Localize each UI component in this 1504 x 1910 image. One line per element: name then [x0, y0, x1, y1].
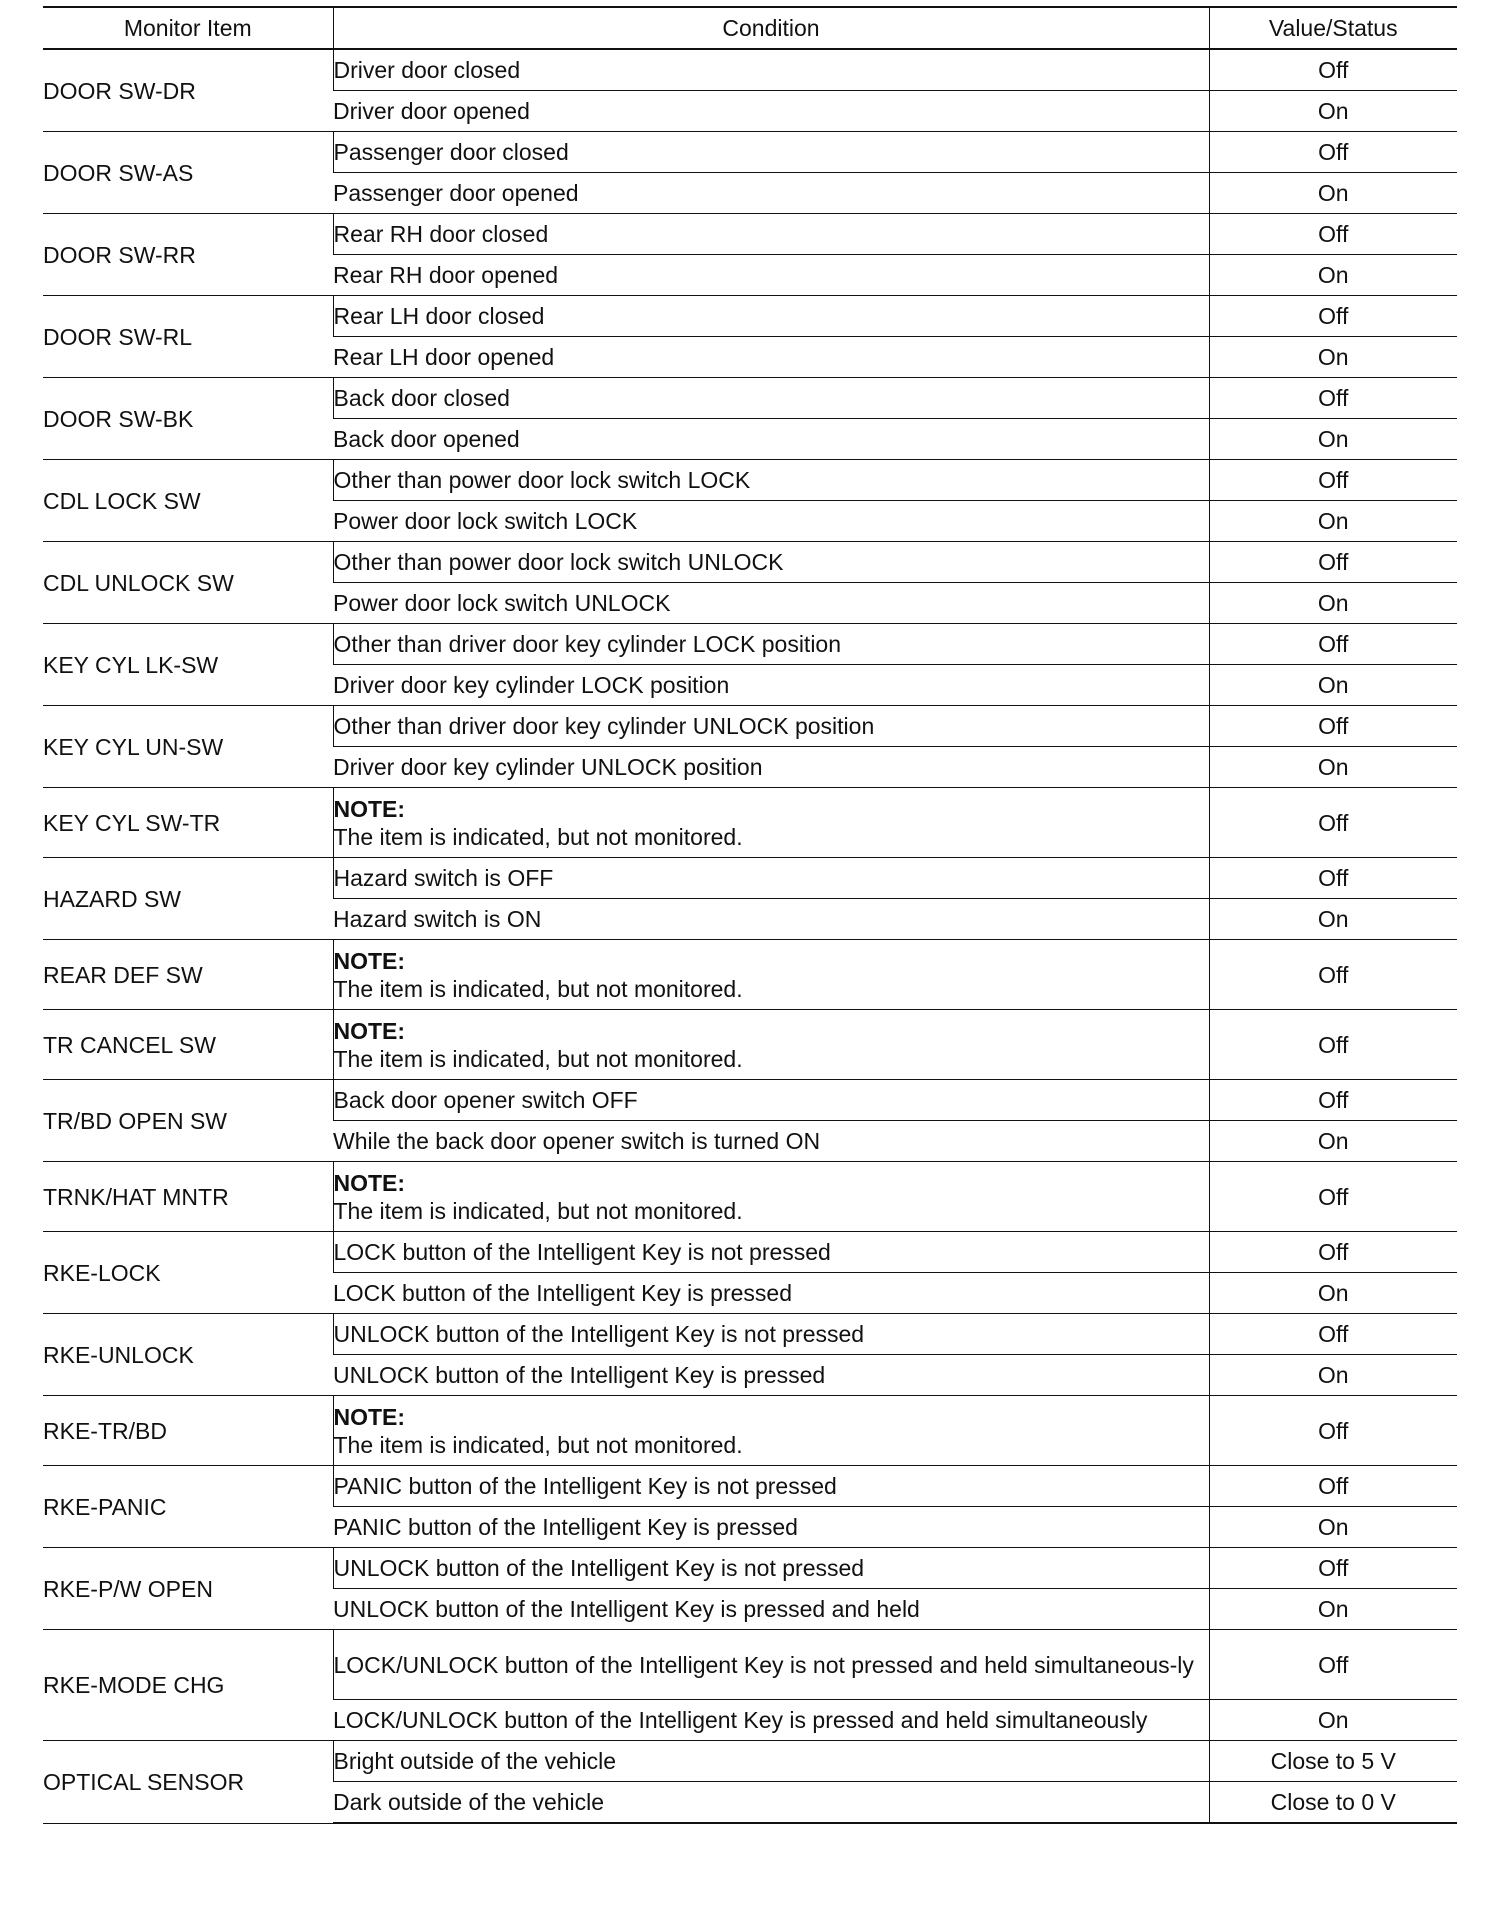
table-row: [43, 378, 1457, 419]
condition-cell: Rear RH door closed: [333, 214, 1209, 255]
condition-cell: Driver door key cylinder UNLOCK position: [333, 747, 1209, 788]
monitor-item-cell: RKE-PANIC: [43, 1466, 333, 1548]
value-status-cell: On: [1209, 1507, 1457, 1548]
monitor-item-cell: HAZARD SW: [43, 858, 333, 940]
table-row: [43, 542, 1457, 583]
value-status-cell: On: [1209, 91, 1457, 132]
condition-cell: LOCK button of the Intelligent Key is pressed: [333, 1273, 1209, 1314]
condition-cell: Other than power door lock switch UNLOCK: [333, 542, 1209, 583]
value-status-cell: On: [1209, 747, 1457, 788]
value-status-cell: Off: [1209, 788, 1457, 858]
value-status-cell: Off: [1209, 378, 1457, 419]
table-row: [43, 1162, 1457, 1232]
condition-cell: Back door closed: [333, 378, 1209, 419]
note-label: NOTE:: [333, 795, 406, 822]
condition-cell: Power door lock switch LOCK: [333, 501, 1209, 542]
condition-cell: Driver door opened: [333, 91, 1209, 132]
value-status-cell: Off: [1209, 132, 1457, 173]
note-label: NOTE:: [333, 1169, 406, 1196]
condition-cell: Other than driver door key cylinder UNLOCK position: [333, 706, 1209, 747]
condition-cell: Rear RH door opened: [333, 255, 1209, 296]
monitor-item-cell: RKE-UNLOCK: [43, 1314, 333, 1396]
value-status-cell: On: [1209, 1121, 1457, 1162]
monitor-item-cell: CDL LOCK SW: [43, 460, 333, 542]
value-status-cell: On: [1209, 501, 1457, 542]
value-status-cell: Off: [1209, 1080, 1457, 1121]
note-text: The item is indicated, but not monitored.: [333, 1431, 743, 1458]
monitor-item-table: [43, 6, 1457, 1824]
table-row: [43, 624, 1457, 665]
monitor-item-cell: RKE-MODE CHG: [43, 1630, 333, 1741]
table-row: [43, 1548, 1457, 1589]
table-row: [43, 1630, 1457, 1700]
value-status-cell: Off: [1209, 49, 1457, 91]
monitor-item-cell: KEY CYL LK-SW: [43, 624, 333, 706]
table-row: [43, 706, 1457, 747]
value-status-cell: On: [1209, 419, 1457, 460]
value-status-cell: Close to 5 V: [1209, 1741, 1457, 1782]
monitor-item-cell: DOOR SW-RR: [43, 214, 333, 296]
value-status-cell: On: [1209, 1589, 1457, 1630]
value-status-cell: On: [1209, 665, 1457, 706]
condition-cell: Passenger door opened: [333, 173, 1209, 214]
table-row: [43, 858, 1457, 899]
table-row: [43, 1080, 1457, 1121]
value-status-cell: Off: [1209, 706, 1457, 747]
value-status-cell: On: [1209, 899, 1457, 940]
monitor-item-cell: RKE-P/W OPEN: [43, 1548, 333, 1630]
monitor-item-cell: REAR DEF SW: [43, 940, 333, 1010]
condition-cell: LOCK button of the Intelligent Key is not pressed: [333, 1232, 1209, 1273]
value-status-cell: On: [1209, 1355, 1457, 1396]
table-row: [43, 1232, 1457, 1273]
condition-cell: Rear LH door closed: [333, 296, 1209, 337]
monitor-item-cell: OPTICAL SENSOR: [43, 1741, 333, 1824]
monitor-item-cell: CDL UNLOCK SW: [43, 542, 333, 624]
condition-cell: PANIC button of the Intelligent Key is pressed: [333, 1507, 1209, 1548]
monitor-item-cell: RKE-LOCK: [43, 1232, 333, 1314]
condition-cell: [333, 940, 1209, 1010]
monitor-item-cell: TRNK/HAT MNTR: [43, 1162, 333, 1232]
condition-cell: Back door opened: [333, 419, 1209, 460]
note-label: NOTE:: [333, 947, 406, 974]
note-text: The item is indicated, but not monitored.: [333, 1045, 743, 1072]
value-status-cell: On: [1209, 337, 1457, 378]
value-status-cell: On: [1209, 255, 1457, 296]
value-status-cell: Off: [1209, 858, 1457, 899]
condition-cell: [333, 1162, 1209, 1232]
table-row: [43, 460, 1457, 501]
table-row: [43, 940, 1457, 1010]
value-status-cell: On: [1209, 1700, 1457, 1741]
condition-cell: Driver door key cylinder LOCK position: [333, 665, 1209, 706]
condition-cell: [333, 1010, 1209, 1080]
table-row: [43, 1741, 1457, 1782]
value-status-cell: Off: [1209, 1396, 1457, 1466]
value-status-cell: On: [1209, 173, 1457, 214]
condition-cell: Other than power door lock switch LOCK: [333, 460, 1209, 501]
condition-cell: PANIC button of the Intelligent Key is not pressed: [333, 1466, 1209, 1507]
condition-cell: UNLOCK button of the Intelligent Key is not pressed: [333, 1548, 1209, 1589]
value-status-cell: Off: [1209, 1162, 1457, 1232]
condition-cell: Other than driver door key cylinder LOCK position: [333, 624, 1209, 665]
condition-cell: While the back door opener switch is turned ON: [333, 1121, 1209, 1162]
monitor-item-cell: DOOR SW-AS: [43, 132, 333, 214]
header-condition: Condition: [333, 7, 1209, 49]
value-status-cell: Off: [1209, 460, 1457, 501]
monitor-item-cell: DOOR SW-DR: [43, 49, 333, 132]
condition-cell: LOCK/UNLOCK button of the Intelligent Key is not pressed and held simultaneous-ly: [333, 1630, 1209, 1700]
condition-cell: UNLOCK button of the Intelligent Key is pressed: [333, 1355, 1209, 1396]
value-status-cell: Off: [1209, 296, 1457, 337]
monitor-item-cell: TR CANCEL SW: [43, 1010, 333, 1080]
header-value-status: Value/Status: [1209, 7, 1457, 49]
condition-cell: Driver door closed: [333, 49, 1209, 91]
note-text: The item is indicated, but not monitored.: [333, 975, 743, 1002]
table-row: [43, 1314, 1457, 1355]
table-row: [43, 132, 1457, 173]
value-status-cell: On: [1209, 1273, 1457, 1314]
table-row: [43, 296, 1457, 337]
header-monitor-item: Monitor Item: [43, 7, 333, 49]
monitor-item-cell: RKE-TR/BD: [43, 1396, 333, 1466]
value-status-cell: Off: [1209, 214, 1457, 255]
table-row: [43, 788, 1457, 858]
condition-cell: Back door opener switch OFF: [333, 1080, 1209, 1121]
value-status-cell: Off: [1209, 624, 1457, 665]
condition-cell: [333, 788, 1209, 858]
value-status-cell: Off: [1209, 1010, 1457, 1080]
condition-cell: Dark outside of the vehicle: [333, 1782, 1209, 1824]
table-row: [43, 1466, 1457, 1507]
value-status-cell: Off: [1209, 1314, 1457, 1355]
condition-cell: Bright outside of the vehicle: [333, 1741, 1209, 1782]
condition-cell: Hazard switch is OFF: [333, 858, 1209, 899]
condition-cell: LOCK/UNLOCK button of the Intelligent Key is pressed and held simultaneously: [333, 1700, 1209, 1741]
condition-cell: Hazard switch is ON: [333, 899, 1209, 940]
table-row: [43, 214, 1457, 255]
condition-cell: [333, 1396, 1209, 1466]
value-status-cell: Off: [1209, 1466, 1457, 1507]
value-status-cell: Off: [1209, 1630, 1457, 1700]
value-status-cell: Off: [1209, 542, 1457, 583]
value-status-cell: Off: [1209, 940, 1457, 1010]
value-status-cell: Close to 0 V: [1209, 1782, 1457, 1824]
monitor-item-cell: KEY CYL SW-TR: [43, 788, 333, 858]
note-label: NOTE:: [333, 1017, 406, 1044]
monitor-item-cell: KEY CYL UN-SW: [43, 706, 333, 788]
value-status-cell: Off: [1209, 1232, 1457, 1273]
monitor-item-cell: DOOR SW-RL: [43, 296, 333, 378]
table-header-row: [43, 7, 1457, 49]
monitor-item-cell: TR/BD OPEN SW: [43, 1080, 333, 1162]
table-row: [43, 1010, 1457, 1080]
condition-cell: Passenger door closed: [333, 132, 1209, 173]
note-text: The item is indicated, but not monitored.: [333, 823, 743, 850]
condition-cell: Rear LH door opened: [333, 337, 1209, 378]
table-body: [43, 49, 1457, 1823]
condition-cell: Power door lock switch UNLOCK: [333, 583, 1209, 624]
table-row: [43, 49, 1457, 91]
value-status-cell: On: [1209, 583, 1457, 624]
monitor-item-cell: DOOR SW-BK: [43, 378, 333, 460]
monitor-table-container: [43, 6, 1457, 1824]
table-row: [43, 1396, 1457, 1466]
note-text: The item is indicated, but not monitored.: [333, 1197, 743, 1224]
condition-cell: UNLOCK button of the Intelligent Key is not pressed: [333, 1314, 1209, 1355]
note-label: NOTE:: [333, 1403, 406, 1430]
condition-cell: UNLOCK button of the Intelligent Key is pressed and held: [333, 1589, 1209, 1630]
value-status-cell: Off: [1209, 1548, 1457, 1589]
